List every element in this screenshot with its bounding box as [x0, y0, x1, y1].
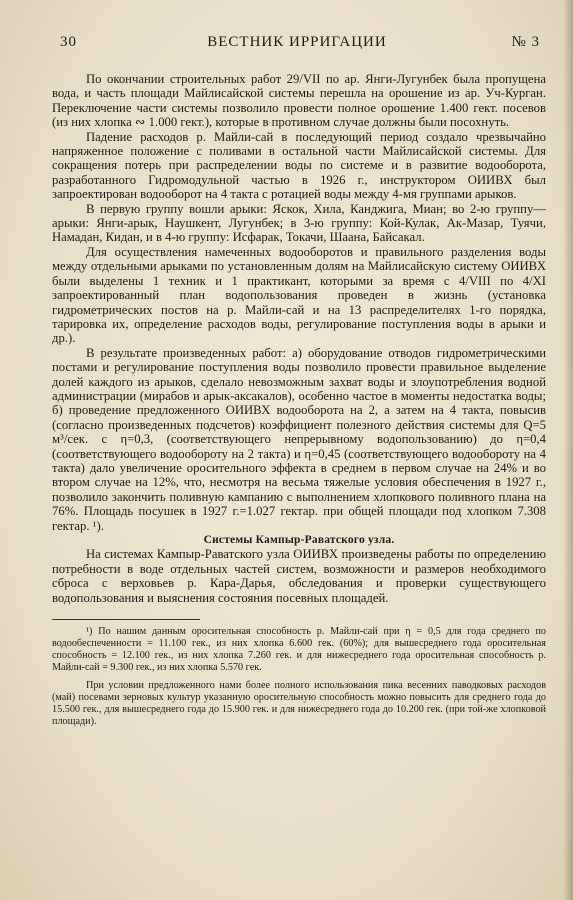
page-number: 30 [60, 34, 77, 50]
journal-title: ВЕСТНИК ИРРИГАЦИИ [207, 34, 387, 50]
footnotes [52, 626, 546, 728]
footnote: ¹) По нашим данным оросительная способность р. Майли-сай при η = 0,5 для года среднего по водообеспеченности = 11.100 гек., из них хлопка 6.600 гек. (60%); для вышесреднего года оросительная способность = 12.100 гек., из них хлопка 7.260 гек. и для нижесреднего года оросительная способность р. Майли-сай = 9.300 гек., из них хлопка 5.570 гек. [52, 626, 546, 674]
paragraph: На системах Кампыр-Раватского узла ОИИВХ произведены работы по определению потребности в воде отдельных частей систем, возможности и размеров необходимого сброса с верховьев р. Кара-Дарья, обследования и проверки существующего водопользования и выяснения состояния посевных площадей. [52, 547, 546, 605]
paragraph: По окончании строительных работ 29/VII по ар. Янги-Лугунбек была пропущена вода, и часть площади Майлисайской системы перешла на орошение из ар. Уч-Курган. Переключение части системы позволило провести полное орошение 1.400 гект. посевов (из них хлопка ∾ 1.000 гект.), которые в противном случае должны были посохнуть. [52, 72, 546, 130]
paragraph: В первую группу вошли арыки: Яскок, Хила, Канджига, Миан; во 2-ю группу—арыки: Янги-арык, Наушкент, Лугунбек; в 3-ю группу: Кой-Кулак, Ак-Мазар, Туячи, Намадан, Кидан, и в 4-ю группу: Исфарак, Токачи, Шаана, Байсакал. [52, 201, 546, 245]
article-body [52, 72, 546, 734]
page-edge-shadow [563, 0, 573, 900]
footnote-divider [52, 619, 200, 620]
issue-number: № 3 [511, 34, 540, 50]
paragraph: В результате произведенных работ: а) оборудование отводов гидрометрическими постами и регулирование поступления воды позволило провести правильное выделение долей каждого из арыков, сделало невозможным захват воды и злоупотребления водной администрации (мирабов и арык-аксакалов), особенно частое в моменты недостатка воды; б) проведение предложенного ОИИВХ водооборота на 2, а затем на 4 такта, повысив (согласно произведенных подсчетов) коэффициент полезного действия системы для Q=5 м³/сек. с η=0,3, (соответствующего непрерывному водопользованию) до η=0,4 (соответствующего водообороту на 2 такта) и η=0,45 (соответствующего водообороту на 4 такта) дало увеличение оросительного эффекта в среднем в первом случае на 24% и во втором случае на 12%, что, несмотря на весьма тяжелые условия обеспечения в 1927 г., позволило закончить поливную кампанию с выполнением хлопкового поливного плана на 76%. Площадь посушек в 1927 г.=1.027 гектар. при общей площади под хлопком 7.308 гектар. ¹). [52, 345, 546, 533]
paragraph: Для осуществления намеченных водооборотов и правильного разделения воды между отдельными арыками по установленным долям на Майлисайскую систему ОИИВХ были выделены 1 техник и 1 практикант, которыми за время с 4/VIII по 4/XI запроектированный план водопользования проведен в жизнь (установка гидрометрических постов на р. Майли-сай и на 13 распределителях 1-го порядка, тарировка их, определение расходов воды, регулирование поступления воды в арыки и др.). [52, 244, 546, 346]
section-heading: Системы Кампыр-Раватского узла. [203, 534, 395, 546]
paragraph: Падение расходов р. Майли-сай в последующий период создало чрезвычайно напряженное положение с поливами в остальной части Майлисайской системы. Для сокращения потерь при распределении воды по системе и в развитие водооборота, разработанного Гидромодульной частью в 1926 г., инструктором ОИИВХ был запроектирован водооборот на 4 такта с ротацией воды между 4-мя группами арыков. [52, 129, 546, 202]
footnote: При условии предложенного нами более полного использования пика весенних паводковых расходов (май) посевами зерновых культур указанную оросительную способность можно повысить для среднего года до 15.500 гек., для вышесреднего года до 15.900 гек. и для нижесреднего года до 10.200 гек. (при той-же хлопковой площади). [52, 680, 546, 728]
